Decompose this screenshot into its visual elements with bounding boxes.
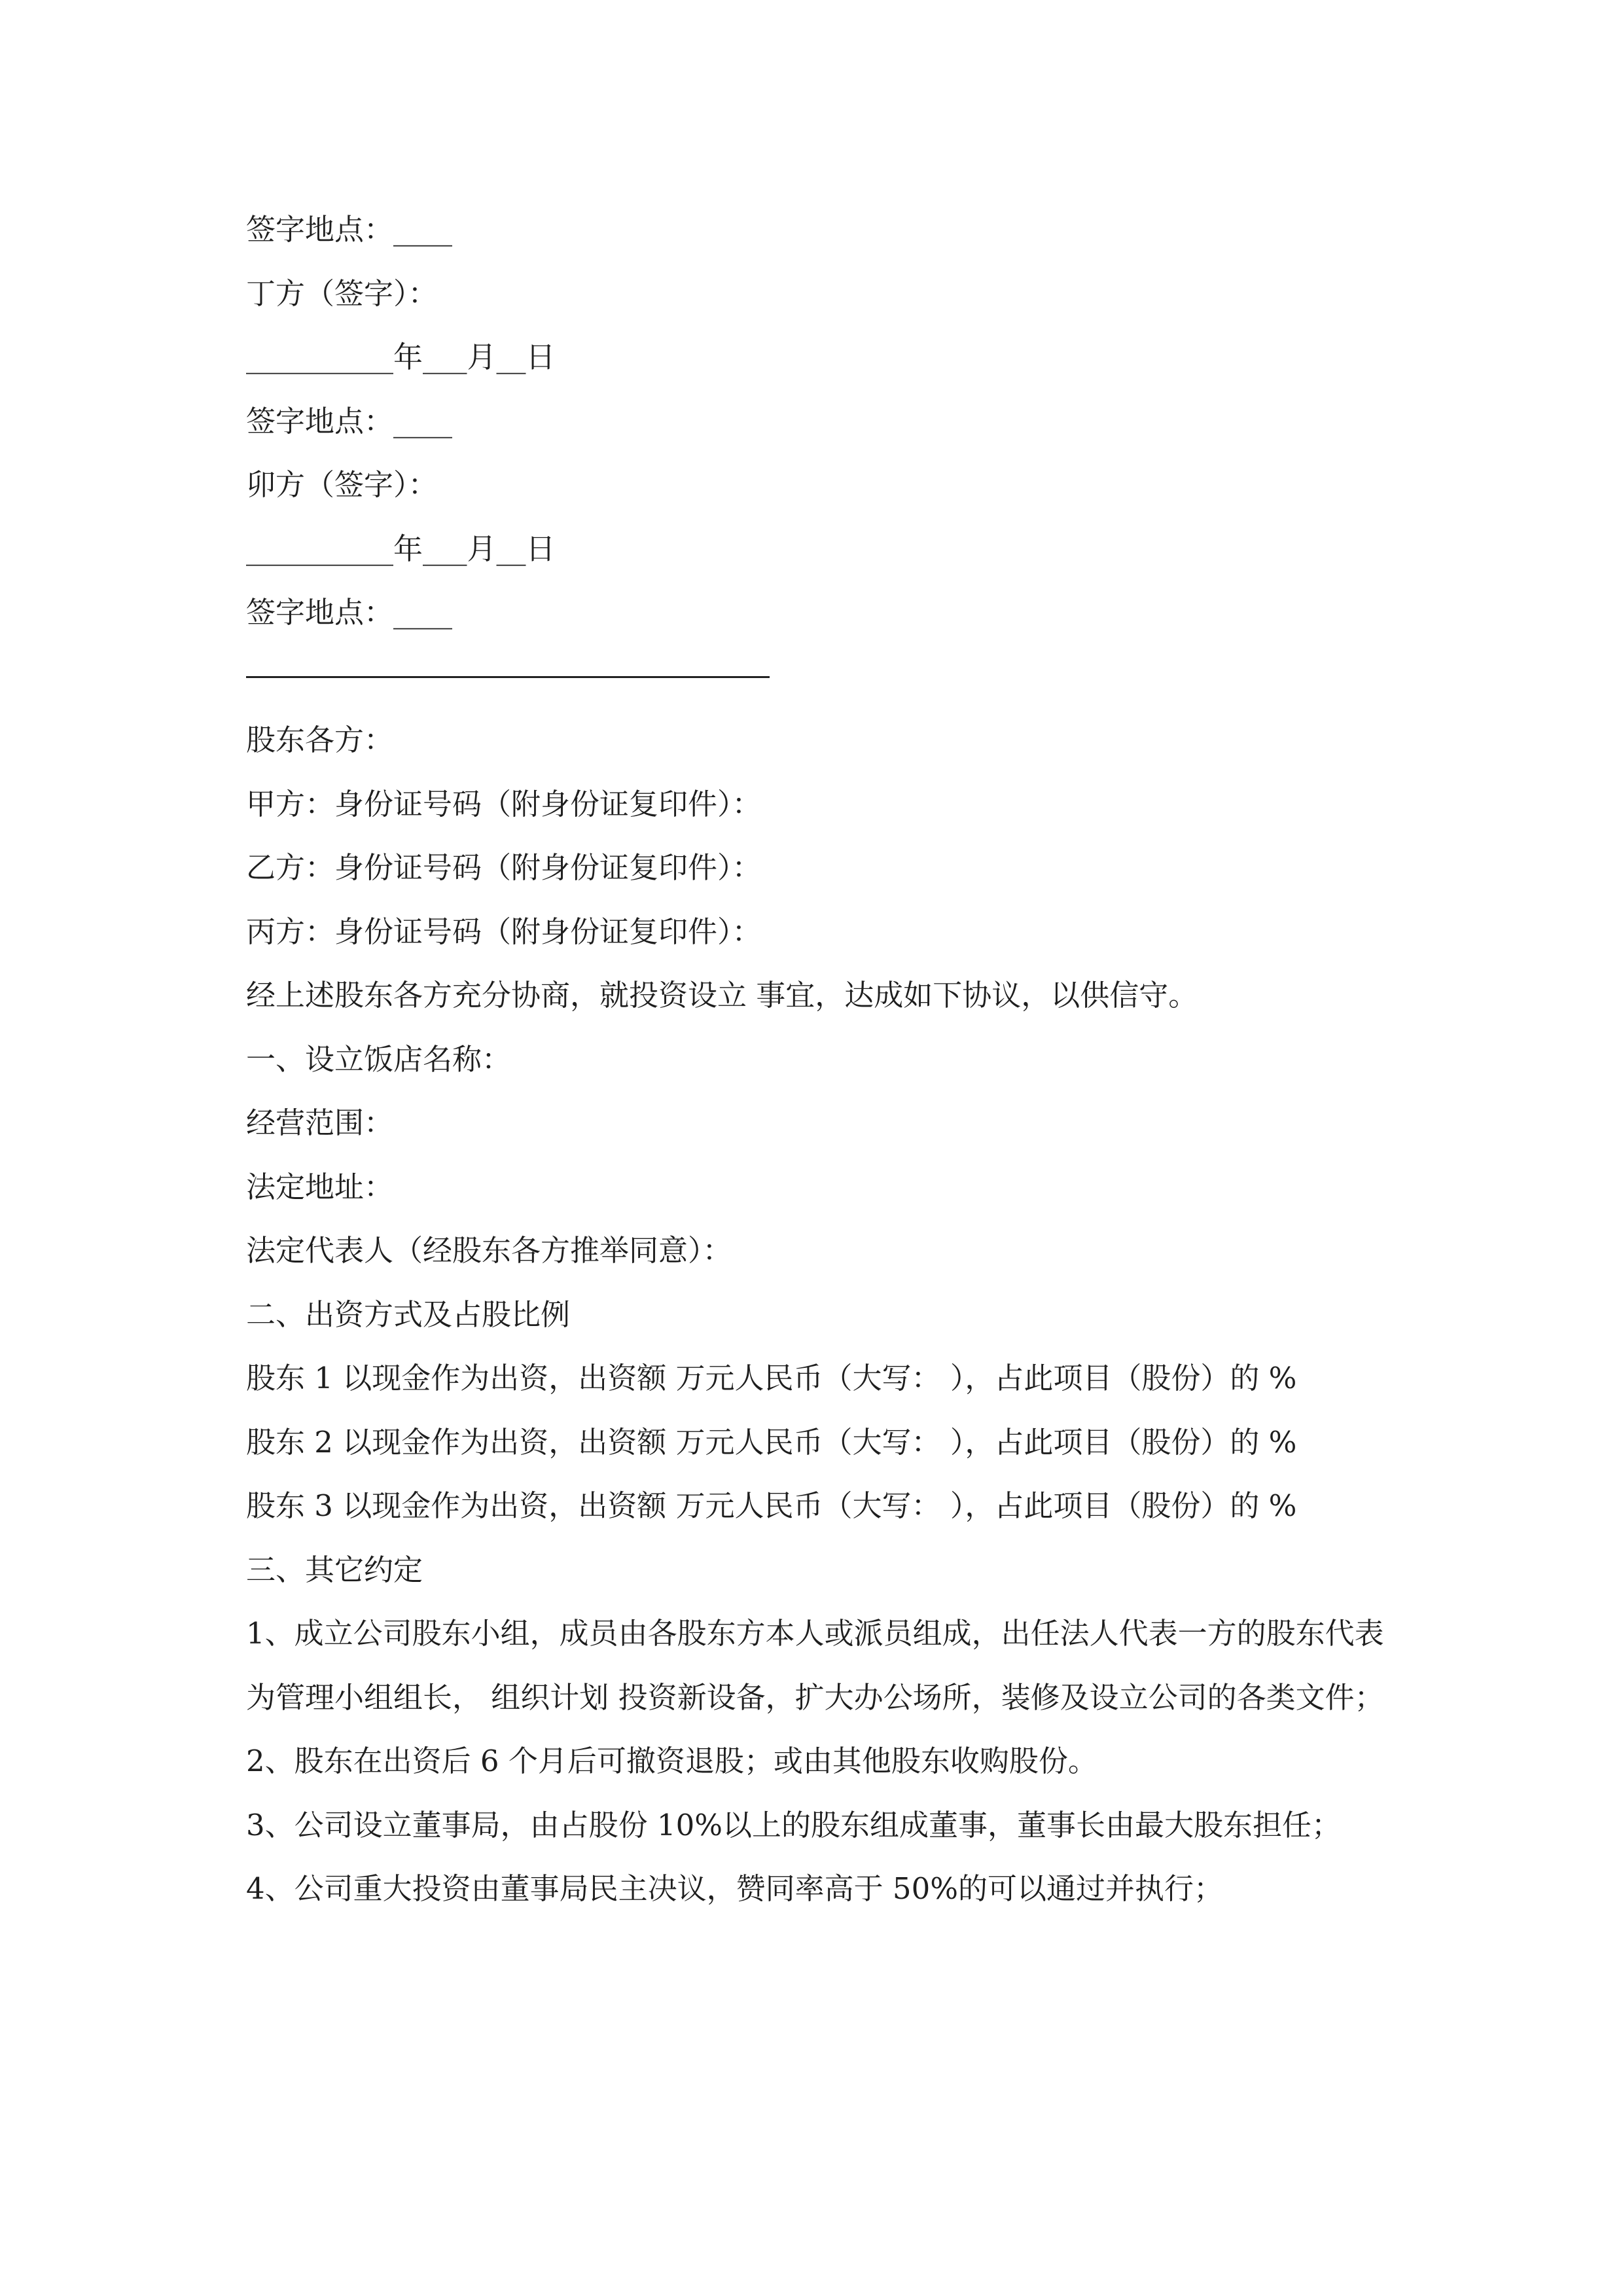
divider-rule: [246, 676, 770, 678]
legal-representative: 法定代表人（经股东各方推举同意）：: [246, 1233, 732, 1268]
clause-1: 1、成立公司股东小组，成员由各股东方本人或派员组成，出任法人代表一方的股东代表为管理小组组长， 组织计划 投资新设备，扩大办公场所，装修及设立公司的各类文件；: [246, 1616, 1384, 1715]
signature-date-ding: __________年___月__日: [246, 340, 556, 374]
shareholders-heading: 股东各方：: [246, 723, 394, 757]
shareholder-2-contribution: 股东 2 以现金作为出资，出资额 万元人民币（大写： ），占此项目（股份）的 %: [246, 1424, 1297, 1460]
signature-place-3: 签字地点：____: [246, 595, 453, 630]
section-divider: [246, 645, 1398, 709]
shareholder-3-contribution: 股东 3 以现金作为出资，出资额 万元人民币（大写： ），占此项目（股份）的 %: [246, 1488, 1297, 1523]
clause-3: 3、公司设立董事局，由占股份 10%以上的股东组成董事，董事长由最大股东担任；: [246, 1807, 1341, 1842]
party-mao-signature: 卯方（签字）：: [246, 467, 438, 502]
agreement-intro: 经上述股东各方充分协商，就投资设立 事宜，达成如下协议，以供信守。: [246, 978, 1198, 1013]
party-bing: 丙方：身份证号码（附身份证复印件）：: [246, 914, 762, 949]
party-jia: 甲方：身份证号码（附身份证复印件）：: [246, 786, 762, 821]
clause-4: 4、公司重大投资由董事局民主决议，赞同率高于 50%的可以通过并执行；: [246, 1871, 1223, 1906]
section2-title: 二、出资方式及占股比例: [246, 1297, 571, 1332]
party-ding-signature: 丁方（签字）：: [246, 276, 438, 311]
business-scope: 经营范围：: [246, 1105, 394, 1140]
signature-date-mao: __________年___月__日: [246, 531, 556, 566]
signature-place-1: 签字地点：____: [246, 212, 453, 247]
legal-address: 法定地址：: [246, 1169, 394, 1204]
shareholder-1-contribution: 股东 1 以现金作为出资，出资额 万元人民币（大写： ），占此项目（股份）的 %: [246, 1361, 1297, 1395]
signature-place-2: 签字地点：____: [246, 403, 453, 439]
document-body: [246, 198, 1398, 1921]
section3-title: 三、其它约定: [246, 1552, 423, 1587]
party-yi: 乙方：身份证号码（附身份证复印件）：: [246, 850, 762, 885]
clause-2: 2、股东在出资后 6 个月后可撤资退股；或由其他股东收购股份。: [246, 1744, 1097, 1778]
section1-title: 一、设立饭店名称：: [246, 1041, 512, 1077]
